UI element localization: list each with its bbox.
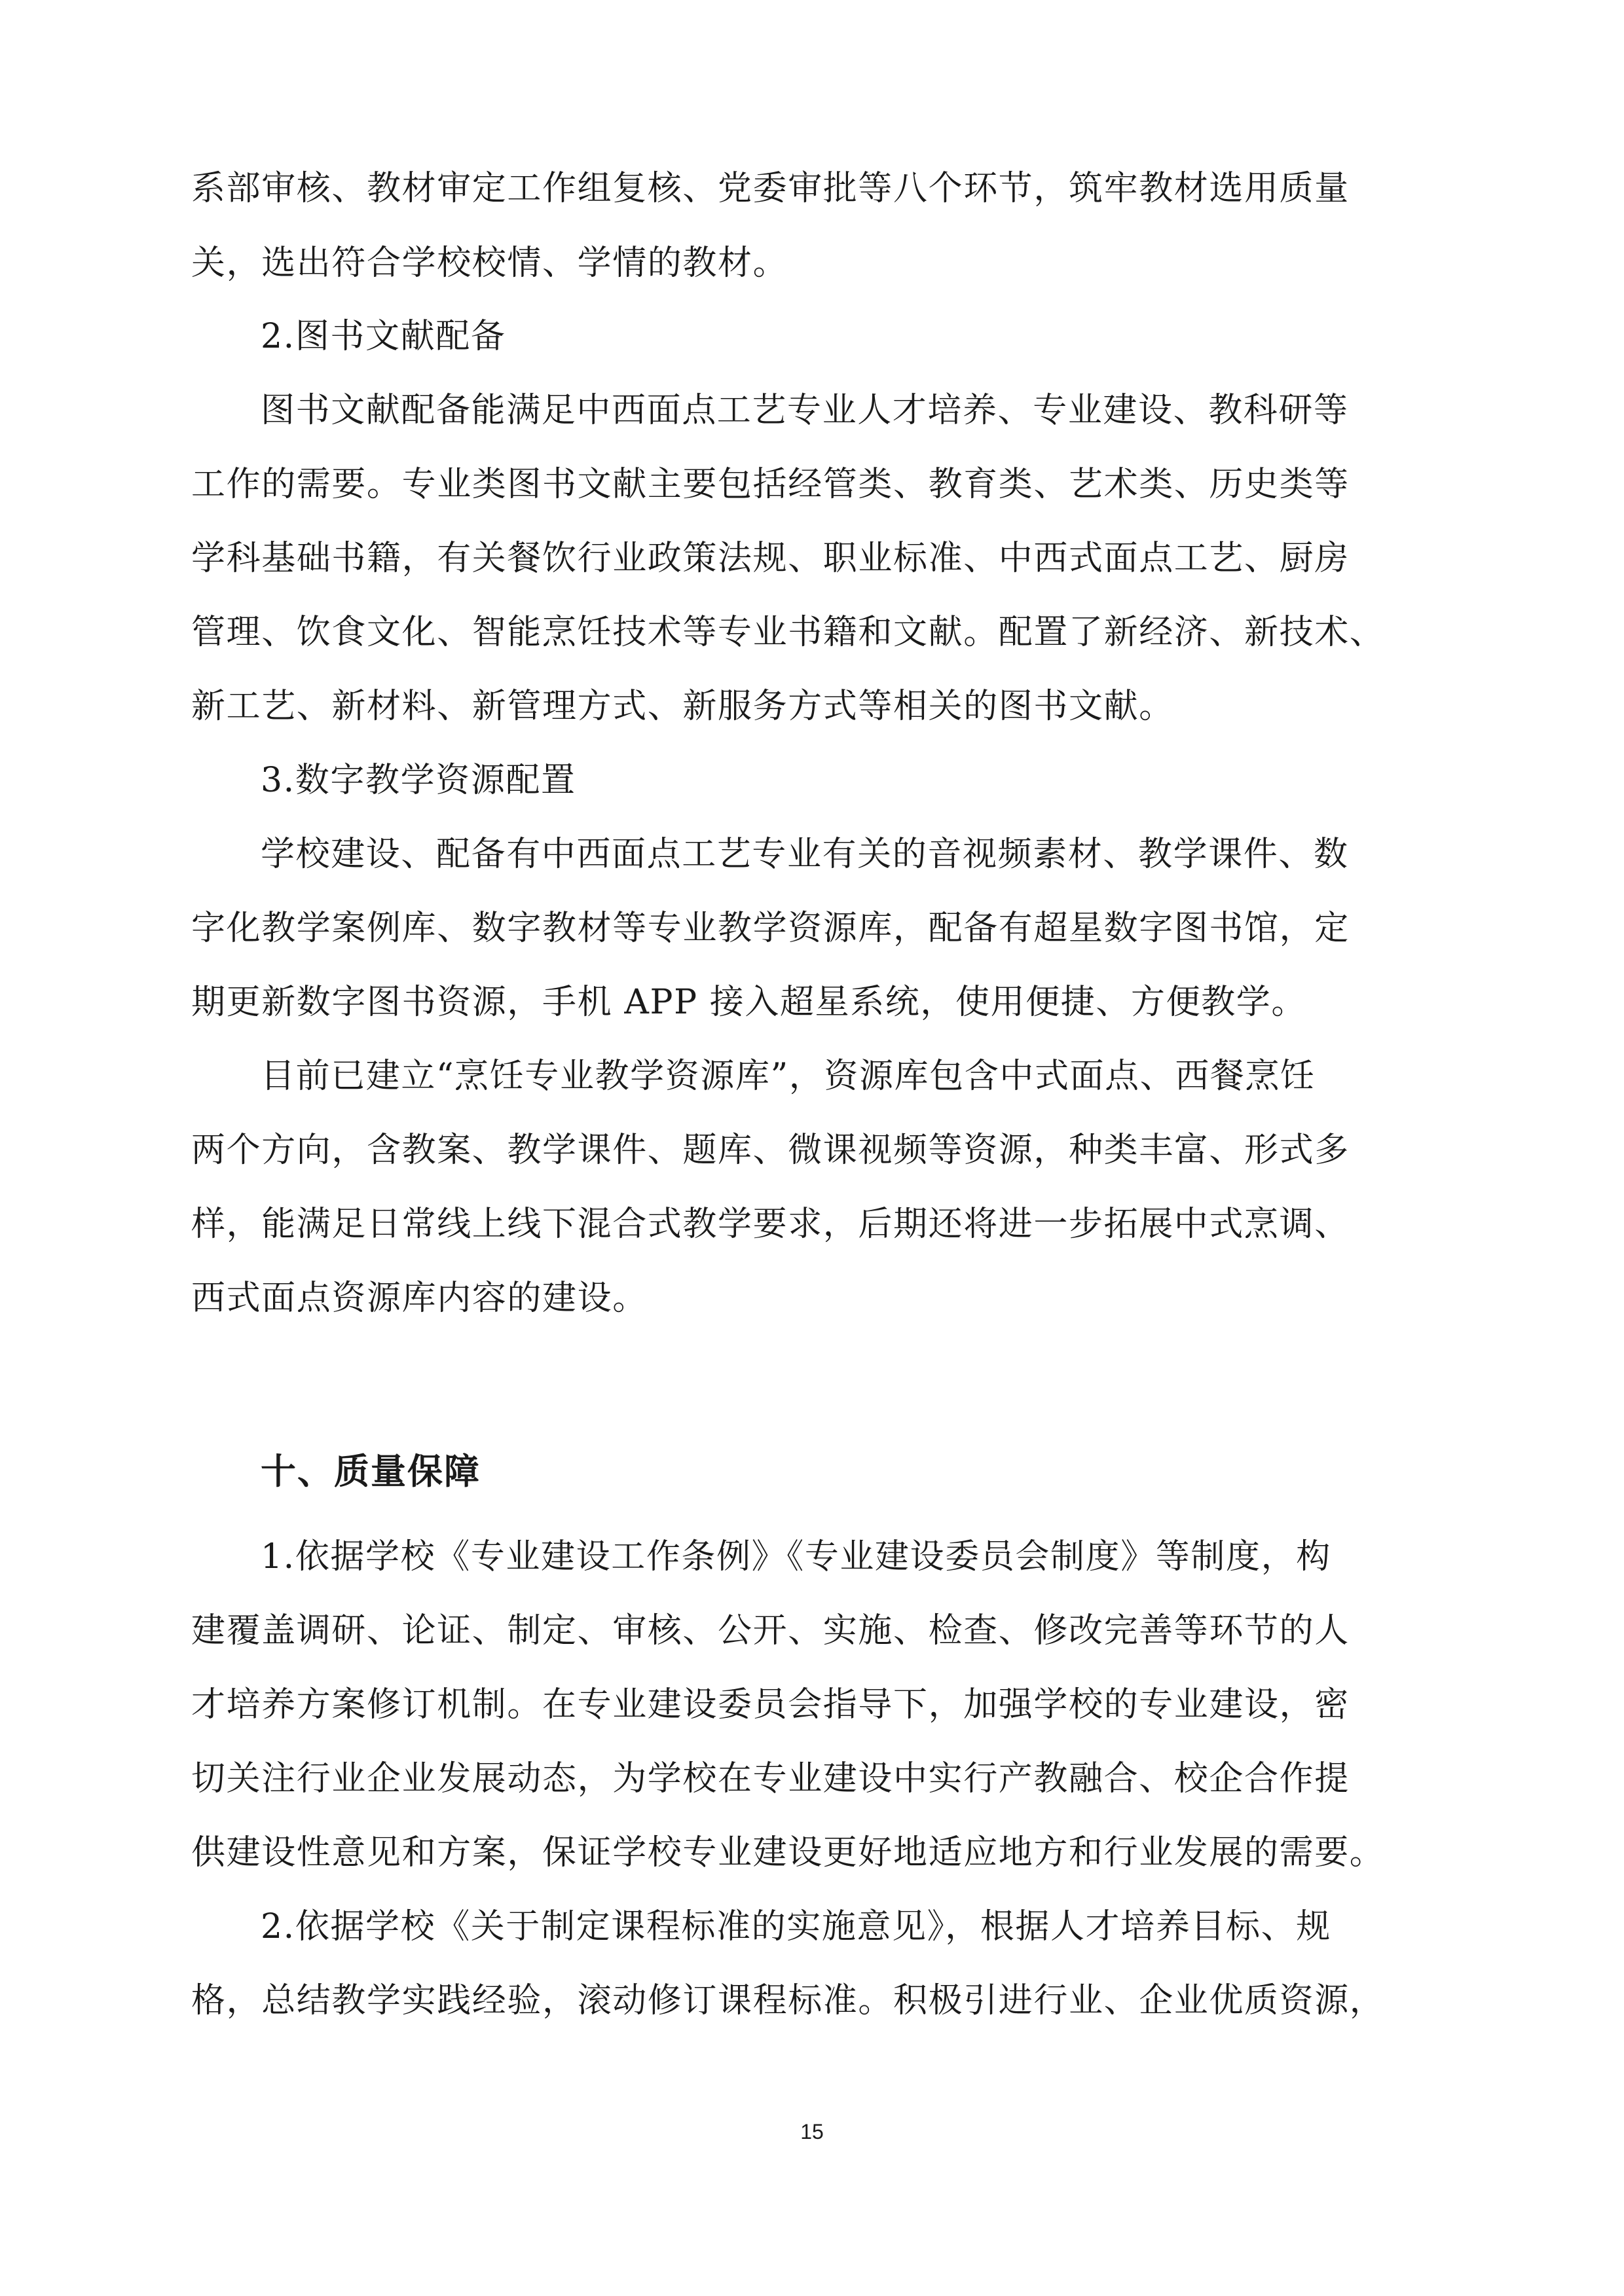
body-text-line: 学校建设、配备有中西面点工艺专业有关的音视频素材、教学课件、数 <box>261 835 1349 874</box>
body-text-line: 才培养方案修订机制。在专业建设委员会指导下，加强学校的专业建设，密 <box>191 1685 1350 1724</box>
subsection-heading-digital-resources: 3.数字教学资源配置 <box>261 761 576 800</box>
body-text-line: 西式面点资源库内容的建设。 <box>191 1279 648 1318</box>
body-text-line: 期更新数字图书资源，手机 APP 接入超星系统，使用便捷、方便教学。 <box>191 983 1306 1022</box>
body-text-line: 格，总结教学实践经验，滚动修订课程标准。积极引进行业、企业优质资源， <box>191 1981 1385 2020</box>
body-text-line: 2.依据学校《关于制定课程标准的实施意见》，根据人才培养目标、规 <box>261 1907 1331 1946</box>
body-text-line: 切关注行业企业发展动态，为学校在专业建设中实行产教融合、校企合作提 <box>191 1759 1350 1798</box>
section-heading-quality-assurance: 十、质量保障 <box>261 1451 481 1492</box>
body-text-line: 学科基础书籍，有关餐饮行业政策法规、职业标准、中西式面点工艺、厨房 <box>191 539 1350 578</box>
body-text-line: 样，能满足日常线上线下混合式教学要求，后期还将进一步拓展中式烹调、 <box>191 1205 1350 1244</box>
body-text-line: 系部审核、教材审定工作组复核、党委审批等八个环节，筑牢教材选用质量 <box>191 169 1350 208</box>
body-text-line: 管理、饮食文化、智能烹饪技术等专业书籍和文献。配置了新经济、新技术、 <box>191 613 1385 652</box>
body-text-line: 新工艺、新材料、新管理方式、新服务方式等相关的图书文献。 <box>191 687 1174 726</box>
body-text-line: 供建设性意见和方案，保证学校专业建设更好地适应地方和行业发展的需要。 <box>191 1833 1385 1872</box>
page-number: 15 <box>800 2120 824 2143</box>
body-text-line: 工作的需要。专业类图书文献主要包括经管类、教育类、艺术类、历史类等 <box>191 465 1350 504</box>
subsection-heading-book-resources: 2.图书文献配备 <box>261 317 506 356</box>
body-text-line: 字化教学案例库、数字教材等专业教学资源库，配备有超星数字图书馆，定 <box>191 909 1350 948</box>
body-text-line: 目前已建立“烹饪专业教学资源库”，资源库包含中式面点、西餐烹饪 <box>261 1057 1316 1096</box>
body-text-line: 1.依据学校《专业建设工作条例》《专业建设委员会制度》等制度，构 <box>261 1537 1331 1576</box>
body-text-line: 图书文献配备能满足中西面点工艺专业人才培养、专业建设、教科研等 <box>261 391 1349 430</box>
body-text-line: 关，选出符合学校校情、学情的教材。 <box>191 244 788 283</box>
body-text-line: 两个方向，含教案、教学课件、题库、微课视频等资源，种类丰富、形式多 <box>191 1131 1350 1170</box>
body-text-line: 建覆盖调研、论证、制定、审核、公开、实施、检查、修改完善等环节的人 <box>191 1611 1350 1650</box>
